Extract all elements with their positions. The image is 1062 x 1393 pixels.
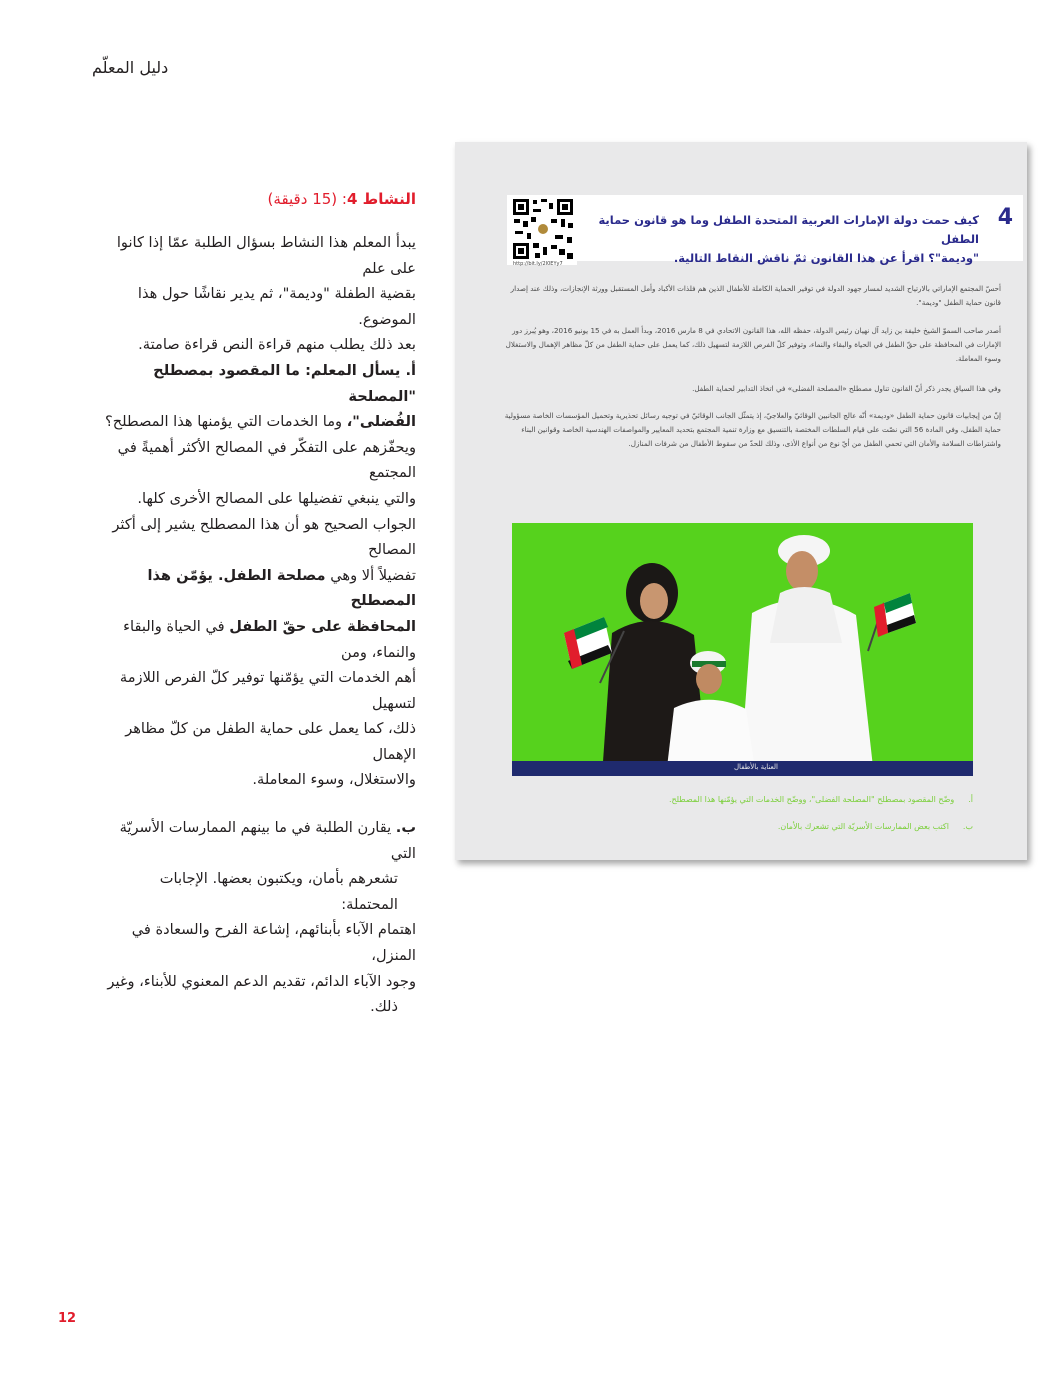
student-book-panel xyxy=(455,142,1027,860)
teacher-instructions xyxy=(102,230,416,1020)
part-b-prefix: ب. xyxy=(395,819,416,837)
question-line: "وديمة"؟ اقرأ عن هذا القانون ثمّ ناقش النقاط التالية. xyxy=(673,251,979,265)
task-b-text: اكتب بعض الممارسات الأسريّة التي تشعرك بالأمان. xyxy=(777,822,949,831)
part-a-line xyxy=(102,563,416,614)
part-a-line: ويحفّزهم على التفكّر في المصالح الأكثر أهميةً في المجتمع xyxy=(117,438,416,482)
part-a-line xyxy=(102,614,416,665)
intro-line: بعد ذلك يطلب منهم قراءة النص قراءة صامتة. xyxy=(138,336,416,354)
part-a-line: والاستغلال، وسوء المعاملة. xyxy=(252,771,416,789)
part-b-line: وجود الآباء الدائم، تقديم الدعم المعنوي للأبناء، وغير xyxy=(107,972,416,990)
qr-url[interactable]: http://bit.ly/2I0EYy7 xyxy=(513,261,563,267)
part-b-text: يقارن الطلبة في ما بينهم الممارسات الأسريّة التي xyxy=(119,819,416,862)
body-paragraph: أصدر صاحب السموّ الشيخ خليفة بن زايد آل نهيان رئيس الدولة، حفظه الله، هذا القانون الاتحادي في 8 مارس 2016، وبدأ العمل به في 15 يونيو 2016، وهو يُبرز دور الإمارات في المحافظة على حقّ الطفل في الحياة والبقاء والنماء، وتوفير كلّ الفرص اللازمة لتسهيل ذلك، كما يعمل على حماية الطفل من كلّ مظاهر الإهمال والاستغلال وسوء المعاملة. xyxy=(505,326,1001,363)
task-a xyxy=(669,795,973,804)
part-a-term: الفُضلى"، xyxy=(346,413,416,431)
part-a-prefix: أ. يسأل المعلم: xyxy=(299,361,416,379)
page-header-title: دليل المعلّم xyxy=(92,58,169,77)
intro-line: يبدأ المعلم هذا النشاط بسؤال الطلبة عمّا إذا كانوا على علم xyxy=(116,234,416,277)
part-a-text: تفضيلاً ألا وهي xyxy=(325,566,416,584)
part-a-answer: مصلحة الطفل. يؤمّن هذا المصطلح xyxy=(147,566,416,610)
part-b-line: تشعرهم بأمان، ويكتبون بعضها. الإجابات المحتملة: xyxy=(159,870,398,913)
family-photo xyxy=(512,523,973,776)
activity-label: النشاط 4 xyxy=(346,190,416,208)
part-a-line: والتي ينبغي تفضيلها على المصالح الأخرى كلها. xyxy=(137,489,416,507)
activity-duration: : (15 دقيقة) xyxy=(267,190,347,208)
part-a-line: الجواب الصحيح هو أن هذا المصطلح يشير إلى أكثر المصالح xyxy=(112,515,416,559)
body-paragraph: إنّ من إيجابيات قانون حماية الطفل «وديمة» أنّه عالج الجانبين الوقائيّ والعلاجيّ، إذ يتمثّل الجانب الوقائيّ في توجيه رسائل تحذيرية وتحميل المؤسسات الخاصة مسؤولية حماية الطفل، وفي المادة 56 التي نصّت على قيام السلطات المختصة بالتنسيق مع وزارة تنمية المجتمع بتحديد المعايير والمواصفات الهندسية الخاصة وقوانين البناء واشتراطات السلامة والأمان التي تحمي الطفل من أيّ نوع من أنواع الأذى، وذلك للحدّ من سقوط الأطفال من شرفات المنازل. xyxy=(504,411,1001,448)
part-b-line: اهتمام الآباء بأبنائهم، إشاعة الفرح والسعادة في المنزل، xyxy=(131,921,416,965)
intro-line: بقضية الطفلة "وديمة"، ثم يدير نقاشًا حول هذا الموضوع. xyxy=(137,285,416,328)
part-a-line: أهم الخدمات التي يؤمّنها توفير كلّ الفرص اللازمة لتسهيل xyxy=(119,669,416,712)
part-a-line: ذلك، كما يعمل على حماية الطفل من كلّ مظاهر الإهمال xyxy=(125,720,416,763)
body-paragraph: وفي هذا السياق يجدر ذكر أنّ القانون تناول مصطلح «المصلحة الفضلى» في اتخاذ التدابير لحماية الطفل. xyxy=(692,384,1001,393)
body-paragraph: أحسّ المجتمع الإماراتي بالارتياح الشديد لمسار جهود الدولة في توفير الحماية الكاملة للأطفال الذين هم فلذات الأكباد وأمل المستقبل وورثة الإنجازات، وذلك عند إصدار قانون حماية الطفل "وديمة". xyxy=(510,284,1001,307)
part-b-line: ذلك. xyxy=(370,998,398,1016)
page-number: 12 xyxy=(58,1311,77,1326)
part-a-line xyxy=(102,358,416,409)
part-a-text: وما الخدمات التي يؤمنها هذا المصطلح؟ xyxy=(104,413,347,431)
task-a-text: وضّح المقصود بمصطلح "المصلحة الفضلى"، ووضّح الخدمات التي يؤمّنها هذا المصطلح. xyxy=(668,795,955,804)
photo-caption: العناية بالأطفال xyxy=(733,763,778,771)
photo-caption-bar xyxy=(512,761,973,776)
part-b-line xyxy=(102,815,416,866)
question-number: 4 xyxy=(997,205,1013,230)
question-line: كيف حمت دولة الإمارات العربية المتحدة الطفل وما هو قانون حماية الطفل xyxy=(598,213,979,246)
part-a-answer: المحافظة على حقّ الطفل xyxy=(229,617,416,635)
part-a-line xyxy=(102,409,416,435)
task-a-letter: أ. xyxy=(968,795,973,804)
qr-code-icon[interactable] xyxy=(507,195,577,265)
part-a-question: ما المقصود بمصطلح "المصلحة xyxy=(153,361,416,405)
question-text xyxy=(589,211,979,268)
activity-heading xyxy=(96,190,416,208)
task-b xyxy=(778,822,973,831)
task-b-letter: ب. xyxy=(962,822,973,831)
part-a-text: في الحياة والبقاء والنماء، ومن xyxy=(123,617,416,661)
